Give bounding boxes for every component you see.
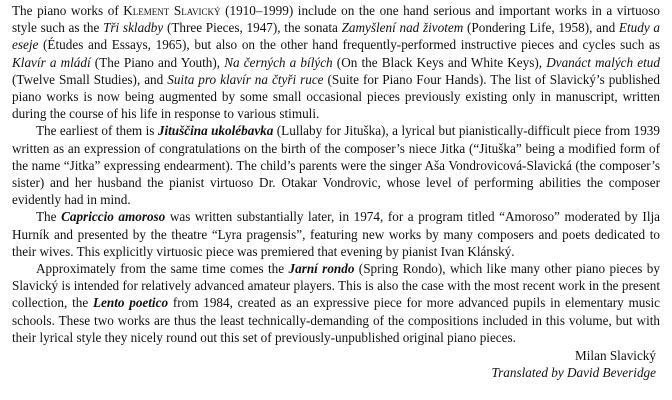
paragraph-rondo: [12, 260, 660, 346]
translator-credit: Translated by David Beveridge: [491, 365, 656, 381]
text-run: (1910–1999) include on the one hand serious and important works in a virtuoso style such as the: [12, 3, 660, 36]
signature-block: [492, 347, 656, 381]
text-run: was written substantially later, in 1974, for a program titled “Amoroso” moderated by Ilja Hurník and presented by the theatre “Lyra pragensis”, featuring new works by many composers and poets dedicated to their wives. This explicitly virtuosic piece was premiered that evening by pianist Ivan Klánský.: [12, 209, 660, 259]
featured-work-title: Jarní rondo: [288, 261, 355, 277]
text-run: The earliest of them is: [36, 123, 158, 139]
work-title: Klavír a mládí: [12, 54, 91, 70]
composer-name: Klement Slavický: [123, 3, 221, 18]
work-title: Zamyšlení nad životem: [341, 20, 464, 36]
work-title: Dvanáct malých etud: [546, 54, 660, 70]
work-title: Etudy a eseje: [12, 20, 660, 53]
author-name: Milan Slavický: [575, 348, 656, 363]
paragraph-intro: [12, 2, 660, 122]
paragraph-capriccio: [12, 208, 660, 260]
text-run: (Spring Rondo), which like many other piano pieces by Slavický is intended for relatively advanced amateur players. This is also the case with the most recent work in the present collection, the: [12, 261, 660, 311]
featured-work-title: Capriccio amoroso: [61, 209, 166, 225]
work-title: Na černých a bílých: [224, 54, 333, 70]
text-run: (Twelve Small Studies), and: [12, 71, 168, 87]
text-run: from 1984, created as an expressive piece for more advanced pupils in elementary music schools. These two works are thus the least technically-demanding of the compositions included in this volume, but with their lyrical style they nicely round out this set of previously-unpublished original piano pieces.: [12, 295, 660, 345]
text-run: (The Piano and Youth),: [90, 54, 225, 70]
text-run: (Lullaby for Jituška), a lyrical but pianistically-difficult piece from 1939 written as an expression of congratulations on the birth of the composer’s niece Jitka (“Jituška” being a modified form of the name “Jitka” expressing endearment). The child’s parents were the singer Aša Vondrovicová-Slavická (the composer’s sister) and her husband the pianist virtuoso Dr. Otakar Vondrovic, whose level of performing abilities the composer evidently had in mind.: [12, 123, 660, 208]
text-run: (Pondering Life, 1958), and: [463, 20, 619, 36]
text-run: (Suite for Piano Four Hands). The list of Slavický’s published piano works is now being augmented by some small occasional pieces previously existing only in manuscript, written during the course of his life in response to various stimuli.: [12, 71, 660, 122]
work-title: Suita pro klavír na čtyři ruce: [167, 71, 324, 87]
text-run: The piano works of: [12, 3, 124, 18]
work-title: Tři skladby: [103, 20, 164, 36]
text-run: (Études and Essays, 1965), but also on the other hand frequently-performed instructive pieces and cycles such as: [38, 37, 660, 53]
text-run: The: [36, 209, 62, 225]
text-run: (Three Pieces, 1947), the sonata: [163, 20, 342, 36]
text-run: Approximately from the same time comes the: [36, 261, 289, 277]
featured-work-title: Lento poetico: [92, 295, 169, 311]
text-run: (On the Black Keys and White Keys),: [332, 54, 547, 70]
paragraph-lullaby: [12, 122, 660, 208]
document-body: [12, 2, 660, 346]
featured-work-title: Jituščina ukolébavka: [157, 123, 274, 139]
